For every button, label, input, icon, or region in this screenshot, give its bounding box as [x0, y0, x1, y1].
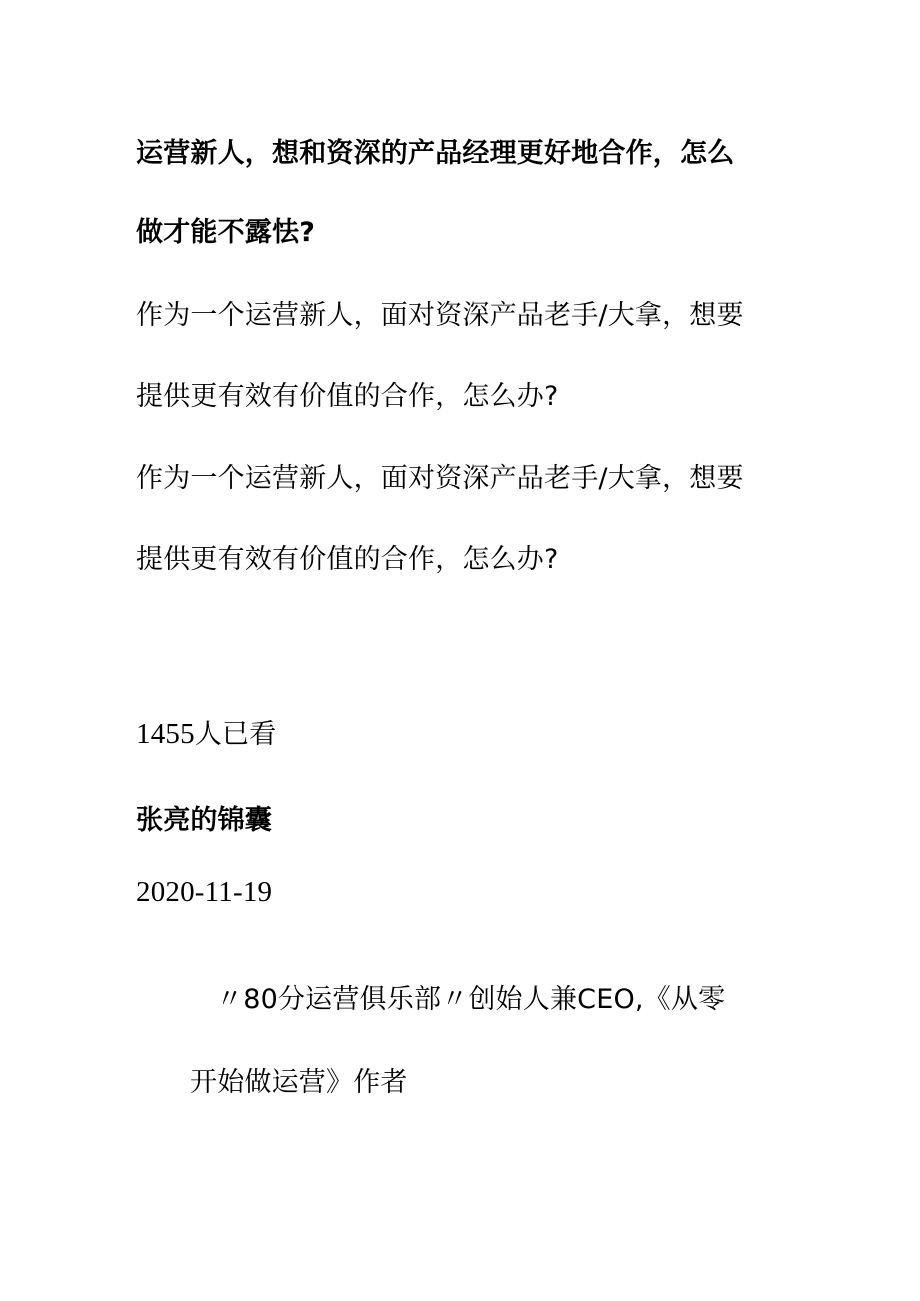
summary-paragraph-1-line-2: 提供更有效有价值的合作，怎么办?: [136, 381, 559, 412]
summary-paragraph-2-line-1: 作为一个运营新人，面对资深产品老手/大拿，想要: [136, 463, 744, 494]
view-count-number: 1455: [136, 718, 195, 750]
publish-date: 2020-11-19: [136, 876, 273, 908]
article-title-line-2: 做才能不露怯?: [136, 217, 316, 248]
summary-paragraph-1-line-1: 作为一个运营新人，面对资深产品老手/大拿，想要: [136, 300, 744, 331]
view-count-label: 人已看: [194, 719, 277, 750]
author-bio-line-2: 开始做运营》作者: [190, 1067, 408, 1098]
article-title-line-1: 运营新人，想和资深的产品经理更好地合作，怎么: [136, 138, 735, 169]
author-bio-line-1: 〃80分运营俱乐部〃创始人兼CEO,《从零: [216, 984, 726, 1015]
author-name: 张亮的锦囊: [136, 805, 272, 836]
view-count: [136, 716, 276, 753]
summary-paragraph-2-line-2: 提供更有效有价值的合作，怎么办?: [136, 544, 559, 575]
